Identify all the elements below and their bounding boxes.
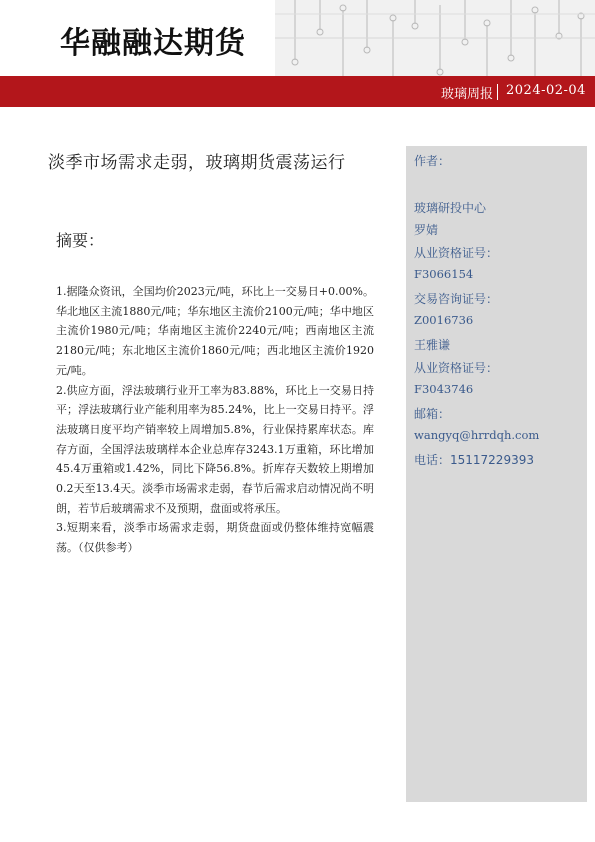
email-address[interactable]: wangyq@hrrdqh.com <box>414 428 540 442</box>
author-org: 玻璃研投中心 <box>414 201 487 215</box>
author-label: 作者： <box>414 154 451 168</box>
logo-area <box>0 0 595 76</box>
report-title: 淡季市场需求走弱，玻璃期货震荡运行 <box>48 153 346 173</box>
brand-logo: 华融融达期货 <box>60 26 246 61</box>
author-name-2: 王雅谦 <box>414 338 451 352</box>
header-separator <box>497 84 498 100</box>
header <box>0 0 595 110</box>
report-type: 玻璃周报 <box>440 87 493 102</box>
abstract-paragraph: 3.短期来看，淡季市场需求走弱，期货盘面或仍整体维持宽幅震荡。（仅供参考） <box>56 521 374 555</box>
email-label: 邮箱： <box>414 407 451 421</box>
abstract-heading: 摘要： <box>56 231 105 250</box>
abstract-paragraph: 2.供应方面，浮法玻璃行业开工率为83.88%，环比上一交易日持平；浮法玻璃行业产能利用率为85.24%，比上一交易日持平。浮法玻璃日度平均产销率较上周增加5.8%，行业保持累库状态。库存方面，全国浮法玻璃样本企业总库存3243.1万重箱，环比增加45.4万重箱或1.42%，同比下降56.8%。折库存天数较上期增加0.2天至13.4天。淡季市场需求走弱，春节后需求启动情况尚不明朗，若节后玻璃需求不及预期，盘面或将承压。 <box>56 383 374 515</box>
abstract-paragraph: 1.据隆众资讯，全国均价2023元/吨，环比上一交易日+0.00%。华北地区主流1880元/吨；华东地区主流价2100元/吨；华中地区主流价1980元/吨；华南地区主流价2240元/吨；西南地区主流2180元/吨；东北地区主流价1860元/吨；西北地区主流价1920元/吨。 <box>56 285 374 377</box>
author-name-1: 罗婧 <box>414 223 439 237</box>
consult-number: Z0016736 <box>414 313 474 327</box>
cert-number-2: F3043746 <box>414 382 474 396</box>
cert-label-2: 从业资格证号： <box>414 361 499 375</box>
cert-label-1: 从业资格证号： <box>414 246 499 260</box>
abstract-body <box>56 282 374 558</box>
cert-number-1: F3066154 <box>414 267 474 281</box>
report-date: 2024-02-04 <box>506 83 586 98</box>
consult-label: 交易咨询证号： <box>414 292 499 306</box>
decorative-pattern <box>275 0 595 76</box>
phone-number: 电话：15117229393 <box>414 453 534 467</box>
